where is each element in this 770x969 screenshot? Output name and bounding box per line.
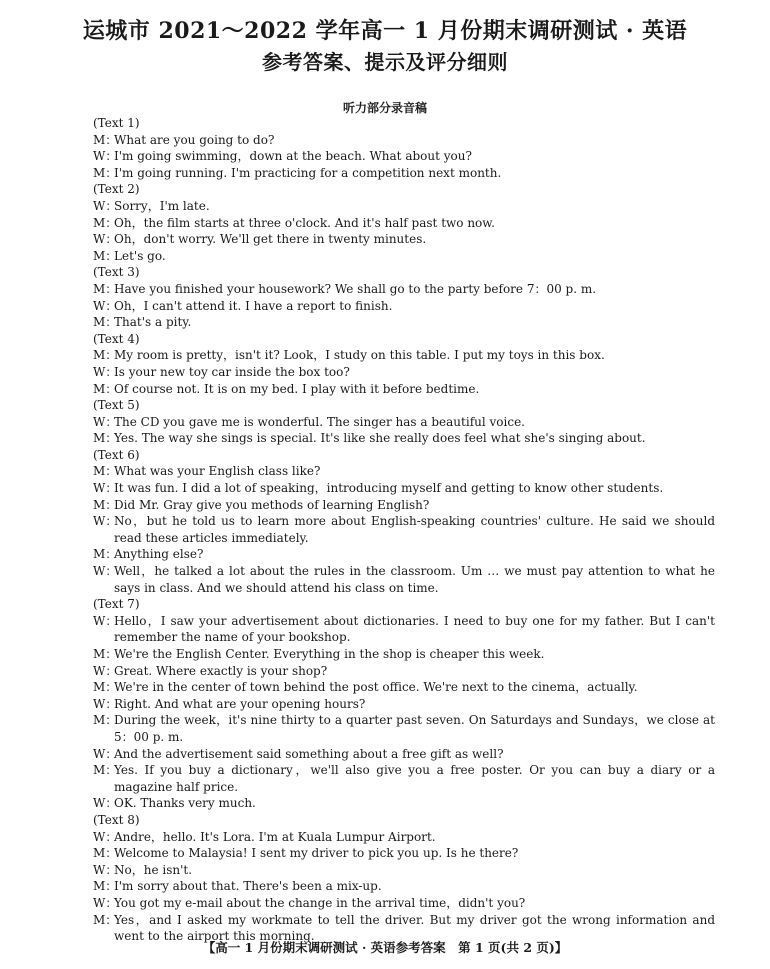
- dialogue-text: We're in the center of town behind the post office. We're next to the cinema，actually.: [114, 680, 638, 695]
- dialogue-text: Did Mr. Gray give you methods of learning English?: [114, 497, 430, 512]
- text-section-label: [93, 812, 715, 829]
- text-label: (Text 6): [93, 447, 140, 462]
- dialogue-line: [93, 563, 715, 596]
- speaker-label: M：: [93, 647, 118, 661]
- dialogue-line: [93, 148, 715, 165]
- dialogue-line: [93, 198, 715, 215]
- speaker-label: W：: [93, 149, 118, 164]
- dialogue-line: [93, 762, 715, 795]
- dialogue-line: [93, 132, 715, 149]
- dialogue-text: Oh，don't worry. We'll get there in twenty minutes.: [114, 232, 427, 247]
- dialogue-text: Welcome to Malaysia! I sent my driver to pick you up. Is he there?: [114, 846, 519, 861]
- speaker-label: M：: [93, 215, 118, 230]
- dialogue-text: I'm going swimming，down at the beach. What about you?: [114, 149, 472, 164]
- dialogue-text: What are you going to do?: [114, 132, 275, 147]
- dialogue-line: [93, 497, 715, 514]
- speaker-label: W：: [93, 746, 118, 761]
- dialogue-line: [93, 895, 715, 912]
- dialogue-text: That's a pity.: [114, 315, 192, 330]
- dialogue-text: We're the English Center. Everything in the shop is cheaper this week.: [114, 647, 545, 661]
- dialogue-line: [93, 414, 715, 431]
- speaker-label: W：: [93, 198, 118, 213]
- speaker-label: M：: [93, 879, 118, 894]
- dialogue-text: Oh，the film starts at three o'clock. And it's half past two now.: [114, 215, 495, 230]
- section-title: 听力部分录音稿: [342, 101, 427, 115]
- text-label: (Text 2): [93, 182, 140, 197]
- dialogue-text: Right. And what are your opening hours?: [114, 696, 366, 711]
- dialogue-text: Anything else?: [114, 547, 204, 562]
- dialogue-line: [93, 795, 715, 812]
- dialogue-text: My room is pretty，isn't it? Look，I study on this table. I put my toys in this box.: [114, 348, 605, 363]
- dialogue-text: Andre，hello. It's Lora. I'm at Kuala Lumpur Airport.: [114, 829, 436, 844]
- speaker-label: W：: [93, 414, 118, 429]
- dialogue-line: [93, 862, 715, 879]
- dialogue-text: Yes. If you buy a dictionary，we'll also give you a free poster. Or you can buy a diary or a magazine half price.: [114, 763, 715, 794]
- dialogue-text: Oh，I can't attend it. I have a report to finish.: [114, 298, 393, 313]
- speaker-label: W：: [93, 364, 118, 379]
- dialogue-text: Sorry，I'm late.: [114, 198, 210, 213]
- dialogue-text: OK. Thanks very much.: [114, 796, 256, 811]
- page-footer: 【高一 1 月份期末调研测试 · 英语参考答案 第 1 页(共 2 页)】: [202, 940, 568, 955]
- dialogue-line: [93, 165, 715, 182]
- speaker-label: M：: [93, 547, 118, 562]
- dialogue-line: [93, 845, 715, 862]
- text-section-label: [93, 447, 715, 464]
- dialogue-line: [93, 480, 715, 497]
- speaker-label: M：: [93, 431, 118, 446]
- speaker-label: M：: [93, 497, 118, 512]
- dialogue-text: And the advertisement said something about a free gift as well?: [114, 746, 504, 761]
- dialogue-line: [93, 746, 715, 763]
- dialogue-line: [93, 248, 715, 265]
- dialogue-text: You got my e-mail about the change in the arrival time，didn't you?: [114, 895, 526, 910]
- speaker-label: M：: [93, 281, 118, 296]
- document-subtitle: 参考答案、提示及评分细则: [262, 50, 508, 74]
- dialogue-text: Hello，I saw your advertisement about dictionaries. I need to buy one for my father. But I can't remember the name of your bookshop.: [114, 613, 715, 645]
- dialogue-line: [93, 231, 715, 248]
- dialogue-text: No，he isn't.: [114, 862, 193, 877]
- dialogue-line: [93, 215, 715, 232]
- speaker-label: W：: [93, 514, 118, 529]
- dialogue-line: [93, 546, 715, 563]
- text-label: (Text 4): [93, 331, 140, 346]
- speaker-label: W：: [93, 796, 118, 811]
- dialogue-text: It was fun. I did a lot of speaking，introducing myself and getting to know other students.: [114, 481, 664, 496]
- dialogue-line: [93, 513, 715, 546]
- dialogue-line: [93, 696, 715, 713]
- speaker-label: W：: [93, 298, 118, 313]
- speaker-label: M：: [93, 912, 118, 927]
- speaker-label: M：: [93, 132, 118, 147]
- text-section-label: [93, 596, 715, 613]
- speaker-label: M：: [93, 248, 118, 263]
- document-title: 运城市 2021～2022 学年高一 1 月份期末调研测试 · 英语: [82, 18, 688, 44]
- dialogue-text: Great. Where exactly is your shop?: [114, 663, 328, 678]
- transcript: [93, 115, 715, 945]
- speaker-label: W：: [93, 696, 118, 711]
- text-label: (Text 7): [93, 597, 140, 612]
- dialogue-text: I'm sorry about that. There's been a mix-up.: [114, 879, 382, 894]
- dialogue-text: Yes，and I asked my workmate to tell the driver. But my driver got the wrong information and went to the airport this morning.: [114, 912, 715, 944]
- dialogue-text: Is your new toy car inside the box too?: [114, 364, 350, 379]
- dialogue-text: I'm going running. I'm practicing for a competition next month.: [114, 165, 502, 180]
- dialogue-line: [93, 878, 715, 895]
- speaker-label: W：: [93, 862, 118, 877]
- speaker-label: M：: [93, 713, 118, 728]
- dialogue-line: [93, 281, 715, 298]
- dialogue-line: [93, 364, 715, 381]
- text-section-label: [93, 264, 715, 281]
- dialogue-line: [93, 663, 715, 680]
- speaker-label: M：: [93, 680, 118, 695]
- text-label: (Text 3): [93, 265, 140, 280]
- text-section-label: [93, 331, 715, 348]
- dialogue-line: [93, 613, 715, 646]
- text-section-label: [93, 115, 715, 132]
- speaker-label: M：: [93, 464, 118, 479]
- dialogue-text: Yes. The way she sings is special. It's like she really does feel what she's singing about.: [114, 431, 646, 446]
- dialogue-text: Have you finished your housework? We shall go to the party before 7：00 p. m.: [114, 281, 597, 296]
- speaker-label: W：: [93, 232, 118, 247]
- dialogue-line: [93, 679, 715, 696]
- dialogue-line: [93, 646, 715, 663]
- dialogue-text: Let's go.: [114, 248, 166, 263]
- dialogue-text: What was your English class like?: [114, 464, 321, 479]
- text-label: (Text 5): [93, 398, 140, 413]
- text-label: (Text 8): [93, 812, 140, 827]
- speaker-label: W：: [93, 663, 118, 678]
- text-section-label: [93, 397, 715, 414]
- dialogue-line: [93, 298, 715, 315]
- dialogue-line: [93, 381, 715, 398]
- text-label: (Text 1): [93, 116, 140, 130]
- speaker-label: M：: [93, 348, 118, 363]
- dialogue-line: [93, 829, 715, 846]
- dialogue-text: Of course not. It is on my bed. I play with it before bedtime.: [114, 381, 480, 396]
- speaker-label: W：: [93, 829, 118, 844]
- dialogue-line: [93, 314, 715, 331]
- speaker-label: W：: [93, 564, 118, 579]
- dialogue-text: Well，he talked a lot about the rules in the classroom. Um … we must pay attention to what he says in class. And we should attend his class on time.: [114, 564, 715, 595]
- speaker-label: M：: [93, 846, 118, 861]
- speaker-label: M：: [93, 763, 118, 778]
- dialogue-line: [93, 347, 715, 364]
- speaker-label: M：: [93, 315, 118, 330]
- speaker-label: M：: [93, 381, 118, 396]
- speaker-label: M：: [93, 165, 118, 180]
- dialogue-line: [93, 712, 715, 745]
- speaker-label: W：: [93, 895, 118, 910]
- dialogue-line: [93, 430, 715, 447]
- speaker-label: W：: [93, 481, 118, 496]
- text-section-label: [93, 181, 715, 198]
- dialogue-text: The CD you gave me is wonderful. The singer has a beautiful voice.: [114, 414, 525, 429]
- dialogue-text: During the week，it's nine thirty to a quarter past seven. On Saturdays and Sundays，we close at 5：00 p. m.: [114, 713, 715, 744]
- speaker-label: W：: [93, 613, 118, 628]
- dialogue-text: No，but he told us to learn more about English-speaking countries' culture. He said we should read these articles immediately.: [114, 514, 715, 545]
- dialogue-line: [93, 463, 715, 480]
